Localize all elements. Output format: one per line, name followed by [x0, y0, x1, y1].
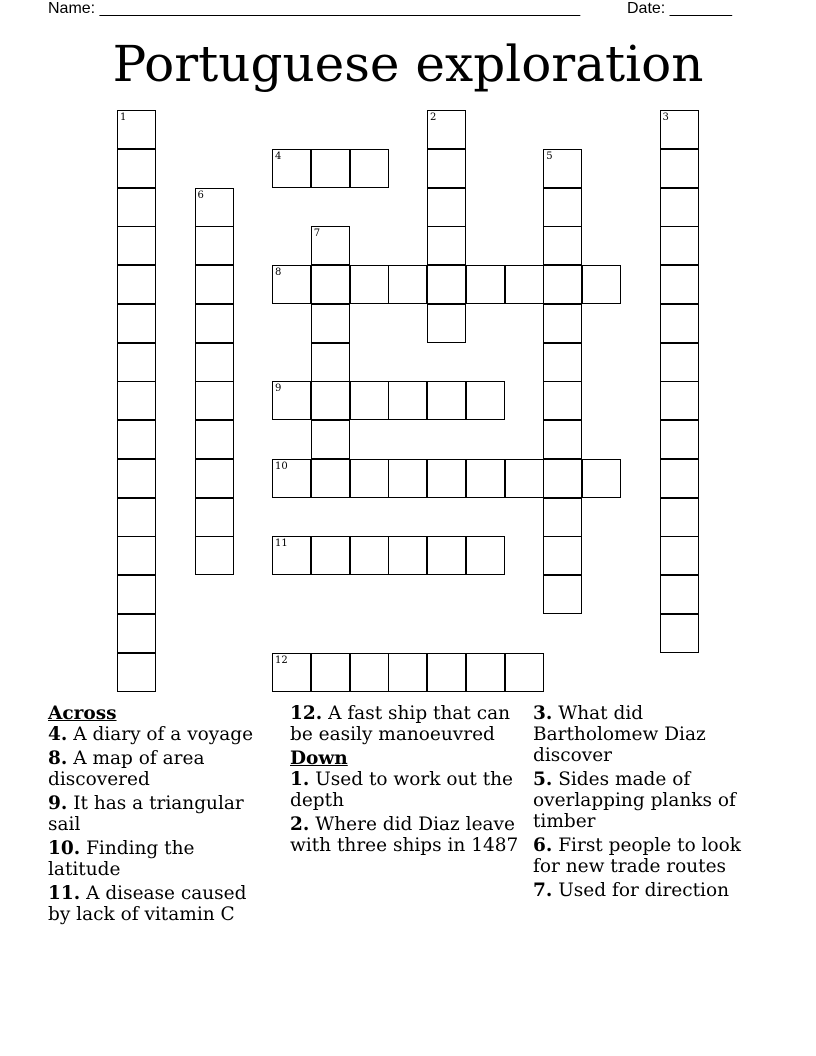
cell-number: 11: [275, 538, 288, 550]
grid-cell[interactable]: [350, 459, 389, 498]
clue-number: 8.: [48, 748, 68, 769]
cell-number: 9: [275, 383, 282, 395]
grid-cell[interactable]: [195, 226, 234, 265]
grid-cell[interactable]: [660, 420, 699, 459]
grid-cell[interactable]: [388, 536, 427, 575]
grid-cell[interactable]: [660, 536, 699, 575]
clue-text: Used to work out the depth: [290, 769, 514, 811]
clue-number: 3.: [533, 703, 553, 724]
grid-cell[interactable]: [427, 149, 466, 188]
grid-cell[interactable]: [311, 265, 350, 304]
grid-cell[interactable]: [660, 381, 699, 420]
cell-number: 8: [275, 267, 282, 278]
name-field-label: Name: ______________________________________________________: [48, 0, 581, 17]
clue-text: What did Bartholomew Diaz discover: [533, 703, 706, 766]
grid-cell[interactable]: [350, 265, 389, 304]
cell-number: 3: [662, 112, 669, 123]
grid-cell[interactable]: [272, 265, 311, 304]
across-clue-4: [48, 724, 263, 745]
grid-cell[interactable]: [272, 536, 311, 575]
down-clue-1: [290, 769, 530, 811]
clue-number: 4.: [48, 724, 68, 745]
across-clue-9: [48, 793, 263, 835]
grid-cell[interactable]: [660, 110, 699, 149]
across-clue-11: [48, 883, 263, 925]
clue-column-1: [48, 703, 263, 928]
across-clue-8: [48, 748, 263, 790]
grid-cell[interactable]: [427, 110, 466, 149]
clue-number: 10.: [48, 838, 81, 859]
clue-number: 11.: [48, 883, 81, 904]
down-clue-2: [290, 814, 530, 856]
grid-cell[interactable]: [466, 381, 505, 420]
across-clue-10: [48, 838, 263, 880]
grid-cell[interactable]: [505, 265, 544, 304]
grid-cell[interactable]: [427, 188, 466, 227]
grid-cell[interactable]: [195, 498, 234, 537]
grid-cell[interactable]: [195, 304, 234, 343]
grid-cell[interactable]: [660, 614, 699, 653]
date-field-label: Date: _______: [627, 0, 732, 17]
grid-cell[interactable]: [117, 498, 156, 537]
grid-cell[interactable]: [543, 304, 582, 343]
clue-text: A fast ship that can be easily manoeuvred: [290, 703, 511, 745]
cell-number: 12: [275, 654, 288, 666]
grid-cell[interactable]: [543, 459, 582, 498]
grid-cell[interactable]: [311, 653, 350, 692]
grid-cell[interactable]: [195, 420, 234, 459]
grid-cell[interactable]: [195, 343, 234, 382]
grid-cell[interactable]: [660, 149, 699, 188]
grid-cell[interactable]: [195, 536, 234, 575]
clue-text: A disease caused by lack of vitamin C: [48, 883, 247, 925]
grid-cell[interactable]: [117, 110, 156, 149]
grid-cell[interactable]: [427, 459, 466, 498]
grid-cell[interactable]: [117, 343, 156, 382]
grid-cell[interactable]: [117, 149, 156, 188]
grid-cell[interactable]: [117, 420, 156, 459]
across-heading: Across: [48, 703, 117, 724]
clue-text: Where did Diaz leave with three ships in 1487: [290, 814, 519, 856]
grid-cell[interactable]: [660, 188, 699, 227]
cell-number: 4: [275, 150, 282, 162]
grid-cell[interactable]: [582, 459, 621, 498]
grid-cell[interactable]: [427, 304, 466, 343]
grid-cell[interactable]: [466, 265, 505, 304]
grid-cell[interactable]: [543, 420, 582, 459]
puzzle-title: Portuguese exploration: [112, 35, 704, 93]
grid-cell[interactable]: [311, 459, 350, 498]
grid-cell[interactable]: [117, 304, 156, 343]
clue-number: 12.: [290, 703, 323, 724]
clue-number: 5.: [533, 769, 553, 790]
clue-text: First people to look for new trade routes: [533, 835, 741, 877]
clue-number: 1.: [290, 769, 310, 790]
grid-cell[interactable]: [195, 188, 234, 227]
grid-cell[interactable]: [350, 653, 389, 692]
grid-cell[interactable]: [388, 459, 427, 498]
clue-number: 6.: [533, 835, 553, 856]
cell-number: 6: [197, 189, 204, 201]
grid-cell[interactable]: [117, 614, 156, 653]
grid-cell[interactable]: [117, 265, 156, 304]
cell-number: 1: [120, 112, 127, 123]
clue-text: Used for direction: [558, 880, 730, 901]
grid-cell[interactable]: [543, 575, 582, 614]
grid-cell[interactable]: [388, 381, 427, 420]
grid-cell[interactable]: [311, 420, 350, 459]
down-clue-5: [533, 769, 748, 832]
down-heading: Down: [290, 748, 348, 769]
grid-cell[interactable]: [117, 226, 156, 265]
clue-number: 9.: [48, 793, 68, 814]
grid-cell[interactable]: [350, 536, 389, 575]
grid-cell[interactable]: [311, 381, 350, 420]
clue-text: A diary of a voyage: [73, 724, 254, 745]
grid-cell[interactable]: [350, 149, 389, 188]
grid-cell[interactable]: [195, 381, 234, 420]
grid-cell[interactable]: [311, 226, 350, 265]
across-clue-12: [290, 703, 530, 745]
cell-number: 7: [313, 228, 321, 240]
clue-text: A map of area discovered: [48, 748, 205, 790]
cell-number: 10: [275, 460, 288, 472]
grid-cell[interactable]: [311, 304, 350, 343]
down-clue-7: [533, 880, 748, 901]
grid-cell[interactable]: [272, 653, 311, 692]
grid-cell[interactable]: [543, 188, 582, 227]
down-clue-3: [533, 703, 748, 766]
grid-cell[interactable]: [660, 304, 699, 343]
grid-cell[interactable]: [311, 149, 350, 188]
grid-cell[interactable]: [117, 459, 156, 498]
grid-cell[interactable]: [466, 459, 505, 498]
grid-cell[interactable]: [505, 459, 544, 498]
grid-cell[interactable]: [543, 536, 582, 575]
grid-cell[interactable]: [660, 226, 699, 265]
grid-cell[interactable]: [311, 536, 350, 575]
grid-cell[interactable]: [543, 343, 582, 382]
grid-cell[interactable]: [543, 149, 582, 188]
clue-number: 7.: [533, 880, 553, 901]
grid-cell[interactable]: [117, 575, 156, 614]
grid-cell[interactable]: [466, 653, 505, 692]
grid-cell[interactable]: [466, 536, 505, 575]
grid-cell[interactable]: [505, 653, 544, 692]
grid-cell[interactable]: [117, 536, 156, 575]
clue-number: 2.: [290, 814, 310, 835]
grid-cell[interactable]: [660, 575, 699, 614]
grid-cell[interactable]: [427, 265, 466, 304]
grid-cell[interactable]: [427, 226, 466, 265]
cell-number: 5: [546, 150, 553, 162]
grid-cell[interactable]: [543, 265, 582, 304]
grid-cell[interactable]: [660, 459, 699, 498]
grid-cell[interactable]: [543, 498, 582, 537]
grid-cell[interactable]: [660, 498, 699, 537]
grid-cell[interactable]: [660, 265, 699, 304]
grid-cell[interactable]: [195, 459, 234, 498]
grid-cell[interactable]: [117, 381, 156, 420]
grid-cell[interactable]: [427, 381, 466, 420]
grid-cell[interactable]: [272, 381, 311, 420]
grid-cell[interactable]: [117, 188, 156, 227]
grid-cell[interactable]: [427, 536, 466, 575]
clue-column-3: [533, 703, 748, 904]
clue-text: Finding the latitude: [48, 838, 195, 880]
grid-cell[interactable]: [582, 265, 621, 304]
grid-cell[interactable]: [543, 381, 582, 420]
clue-column-2: [290, 703, 530, 859]
clue-text: Sides made of overlapping planks of timber: [533, 769, 736, 832]
grid-cell[interactable]: [311, 343, 350, 382]
grid-cell[interactable]: [350, 381, 389, 420]
grid-cell[interactable]: [388, 653, 427, 692]
cell-number: 2: [430, 112, 437, 123]
grid-cell[interactable]: [195, 265, 234, 304]
grid-cell[interactable]: [272, 149, 311, 188]
grid-cell[interactable]: [388, 265, 427, 304]
clue-text: It has a triangular sail: [48, 793, 244, 835]
grid-cell[interactable]: [427, 653, 466, 692]
grid-cell[interactable]: [660, 343, 699, 382]
grid-cell[interactable]: [272, 459, 311, 498]
grid-cell[interactable]: [543, 226, 582, 265]
grid-cell[interactable]: [117, 653, 156, 692]
down-clue-6: [533, 835, 748, 877]
